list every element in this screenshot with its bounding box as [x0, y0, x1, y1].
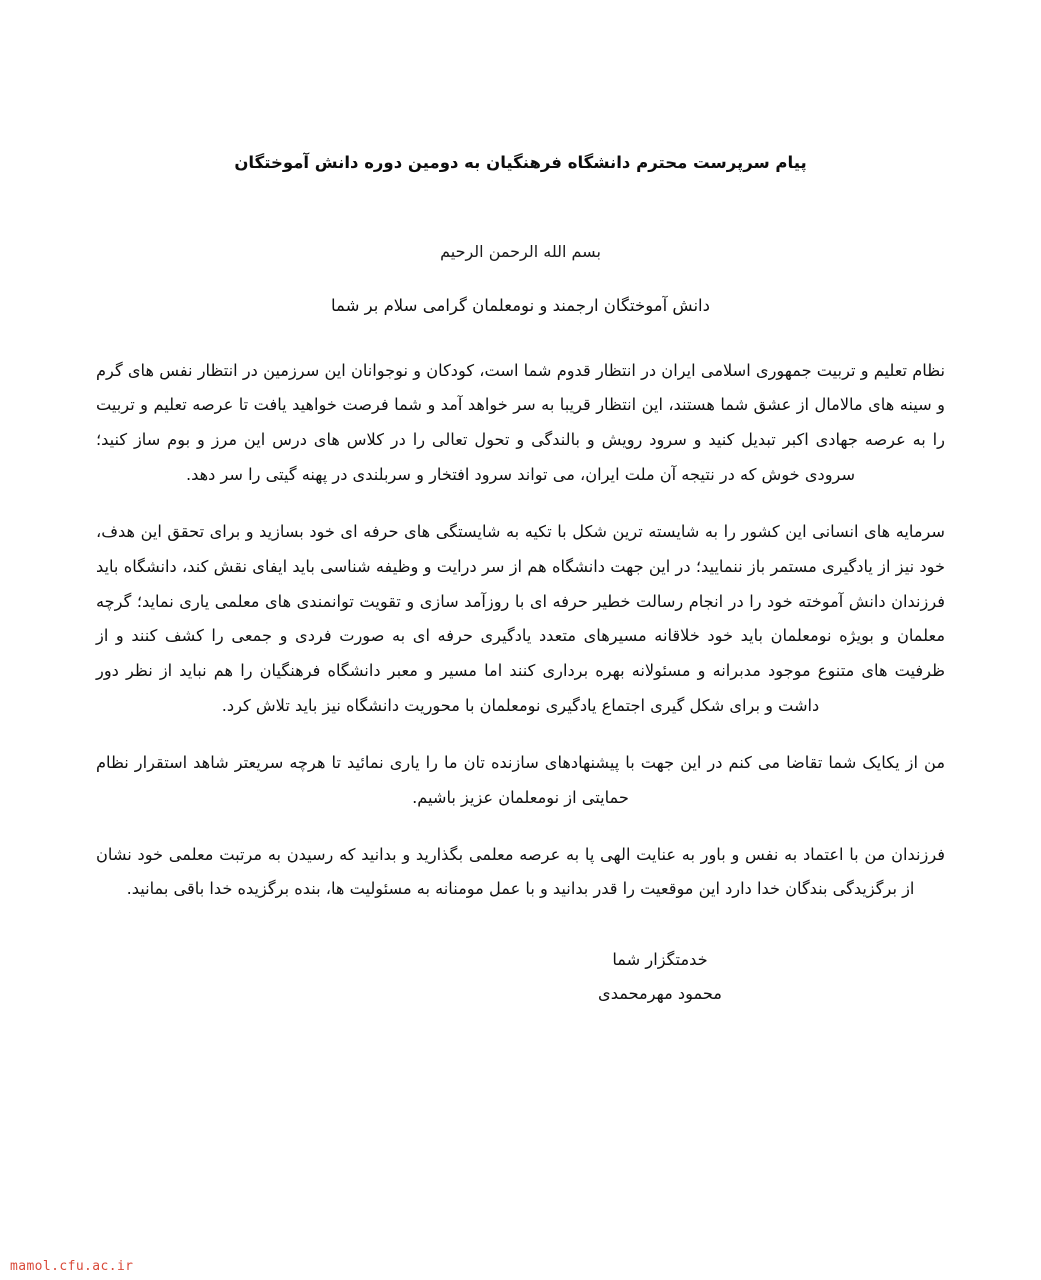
body-paragraph: من از یکایک شما تقاضا می کنم در این جهت با پیشنهادهای سازنده تان ما را یاری نمائید تا هرچه سریعتر شاهد استقرار نظام حمایتی از نومعلمان عزیز باشیم.: [96, 752, 945, 807]
body-paragraph: فرزندان من با اعتماد به نفس و باور به عنایت الهی پا به عرصه معلمی بگذارید و بدانید که رسیدن به مرتبت معلمی خود نشان از برگزیدگی بندگان خدا دارد این موقعیت را قدر بدانید و با عمل مومنانه به مسئولیت ها، بنده برگزیده خدا باقی بمانید.: [96, 844, 945, 899]
signature-block: [96, 943, 945, 1011]
body-paragraph: سرمایه های انسانی این کشور را به شایسته ترین شکل با تکیه به شایستگی های حرفه ای خود بسازید و برای تحقق این هدف، خود نیز از یادگیری مستمر باز ننمایید؛ در این جهت دانشگاه هم از سر درایت و وظیفه شناسی باید ایفای نقش کند، دانشگاه باید فرزندان دانش آموخته خود را در انجام رسالت خطیر حرفه ای با روزآمد سازی و تقویت توانمندی های معلمی یاری نماید؛ گرچه معلمان و بویژه نومعلمان باید خود خلاقانه مسیرهای متعدد یادگیری حرفه ای به صورت فردی و جمعی را کشف کنند و از ظرفیت های متنوع موجود مدبرانه و مسئولانه بهره برداری کنند اما مسیر و معبر دانشگاه فرهنگیان را هم نباید از نظر دور داشت و برای شکل گیری اجتماع یادگیری نومعلمان با محوریت دانشگاه نیز باید تلاش کرد.: [96, 521, 945, 716]
body-paragraph: نظام تعلیم و تربیت جمهوری اسلامی ایران در انتظار قدوم شما است، کودکان و نوجوانان این سرزمین در انتظار نفس های گرم و سینه های مالامال از عشق شما هستند، این انتظار قریبا به سر خواهد آمد و شما فرصت خواهید یافت تا عرصه تعلیم و تربیت را به عرصه جهادی اکبر تبدیل کنید و سرود رویش و بالندگی و تحول تعالی را در کلاس های درس این مرز و بوم ساز کنید؛ سرودی خوش که در نتیجه آن ملت ایران، می تواند سرود افتخار و سربلندی در پهنه گیتی را سر دهد.: [96, 360, 945, 485]
signature-closing: خدمتگزار شما: [612, 950, 708, 970]
basmala-line: بسم الله الرحمن الرحیم: [440, 242, 601, 262]
signature-name: محمود مهرمحمدی: [598, 984, 722, 1004]
salutation-line: دانش آموختگان ارجمند و نومعلمان گرامی سلام بر شما: [331, 295, 710, 315]
page-title: پیام سرپرست محترم دانشگاه فرهنگیان به دومین دوره دانش آموختگان: [234, 153, 807, 172]
site-watermark: mamol.cfu.ac.ir: [0, 1255, 143, 1280]
